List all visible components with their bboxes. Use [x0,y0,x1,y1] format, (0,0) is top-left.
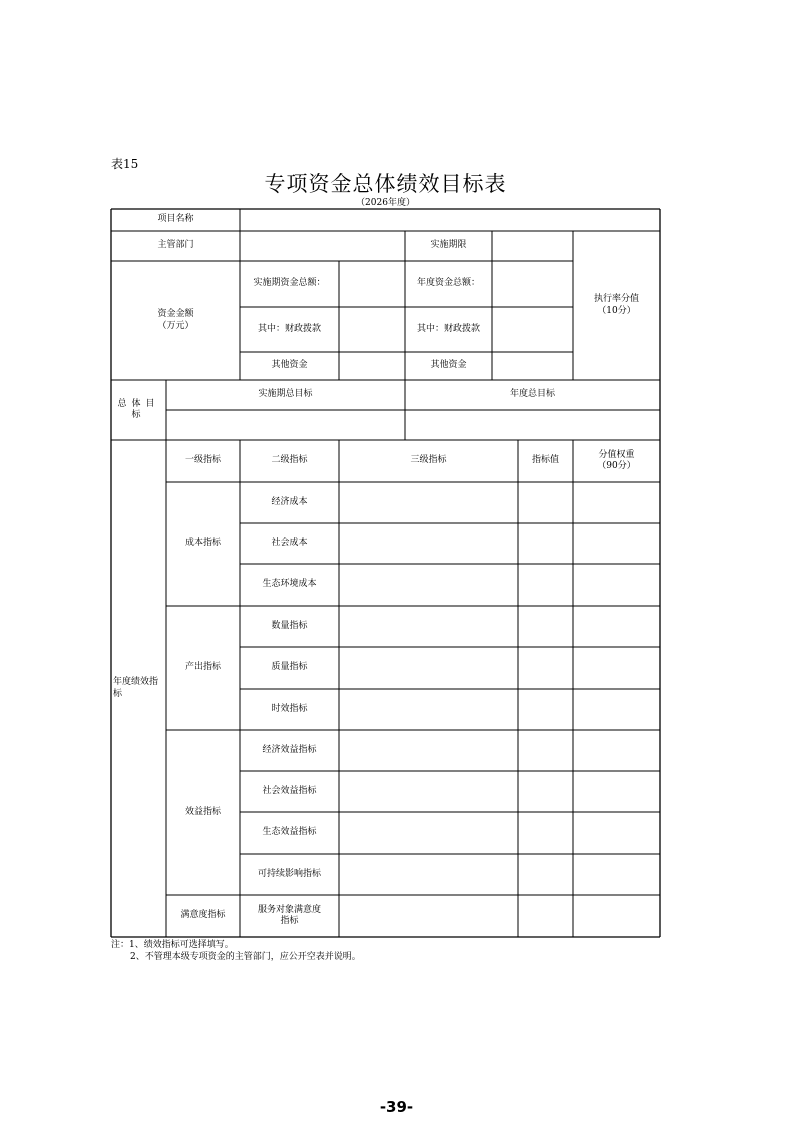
group-output: 产出指标 [184,662,221,673]
annual-goal-label: 年度总目标 [509,389,555,400]
indicator-item: 生态环境成本 [262,579,317,590]
funding-amount-cell [111,261,240,380]
indicator-item: 质量指标 [271,662,308,673]
project-name-label: 项目名称 [157,214,194,225]
indicator-item-line: 指标 [280,916,299,926]
annual-other-funds-label: 其他资金 [430,360,467,371]
indicator-item: 可持续影响指标 [257,868,321,879]
period-fiscal-funds-label: 其中：财政拨款 [257,323,321,334]
department-label: 主管部门 [157,240,194,251]
score-rate-points: （10分） [597,305,636,316]
level1-header: 一级指标 [184,455,221,466]
group-cost: 成本指标 [184,538,221,549]
indicator-item: 数量指标 [271,620,308,631]
funding-unit-label: （万元） [157,320,194,331]
funding-amount-label: 资金金额 [157,309,194,320]
annual-indicators-label: 年度绩效指标 [113,677,159,699]
score-rate-label: 执行率分值 [593,294,639,305]
score-rate-cell [573,231,660,380]
value-header: 指标值 [531,455,559,466]
page-number: -39- [379,1098,414,1116]
group-benefit: 效益指标 [184,806,221,817]
annual-total-funds-label: 年度资金总额： [416,278,480,289]
note-line: 注：1、绩效指标可选择填写。 [111,940,234,950]
group-satisfaction: 满意度指标 [180,910,226,921]
indicator-item: 经济成本 [271,496,308,507]
level3-header: 三级指标 [410,455,447,466]
weight-header-label: 分值权重 [598,449,635,460]
indicator-item: 时效指标 [271,703,308,714]
indicator-item: 社会效益指标 [262,785,317,796]
weight-header [573,440,660,482]
indicator-item-line: 服务对象满意度 [257,904,321,915]
note-line: 2、不管理本级专项资金的主管部门，应公开空表并说明。 [130,952,361,962]
period-total-funds-label: 实施期资金总额： [253,278,326,289]
period-goal-label: 实施期总目标 [258,389,313,400]
weight-header-points: （90分） [597,461,636,471]
indicator-item: 生态效益指标 [262,827,317,838]
level2-header: 二级指标 [271,455,308,466]
indicator-item [240,895,339,937]
table-number: 表15 [111,157,139,171]
overall-goal-label: 总体目标 [117,398,160,420]
table-notes [111,939,361,963]
year-label: （2026年度） [356,198,415,208]
period-other-funds-label: 其他资金 [271,360,308,371]
page-title: 专项资金总体绩效目标表 [264,172,507,196]
period-label: 实施期限 [430,240,467,251]
indicator-item: 经济效益指标 [262,744,317,755]
annual-fiscal-funds-label: 其中：财政拨款 [416,323,480,334]
indicator-item: 社会成本 [271,537,308,548]
